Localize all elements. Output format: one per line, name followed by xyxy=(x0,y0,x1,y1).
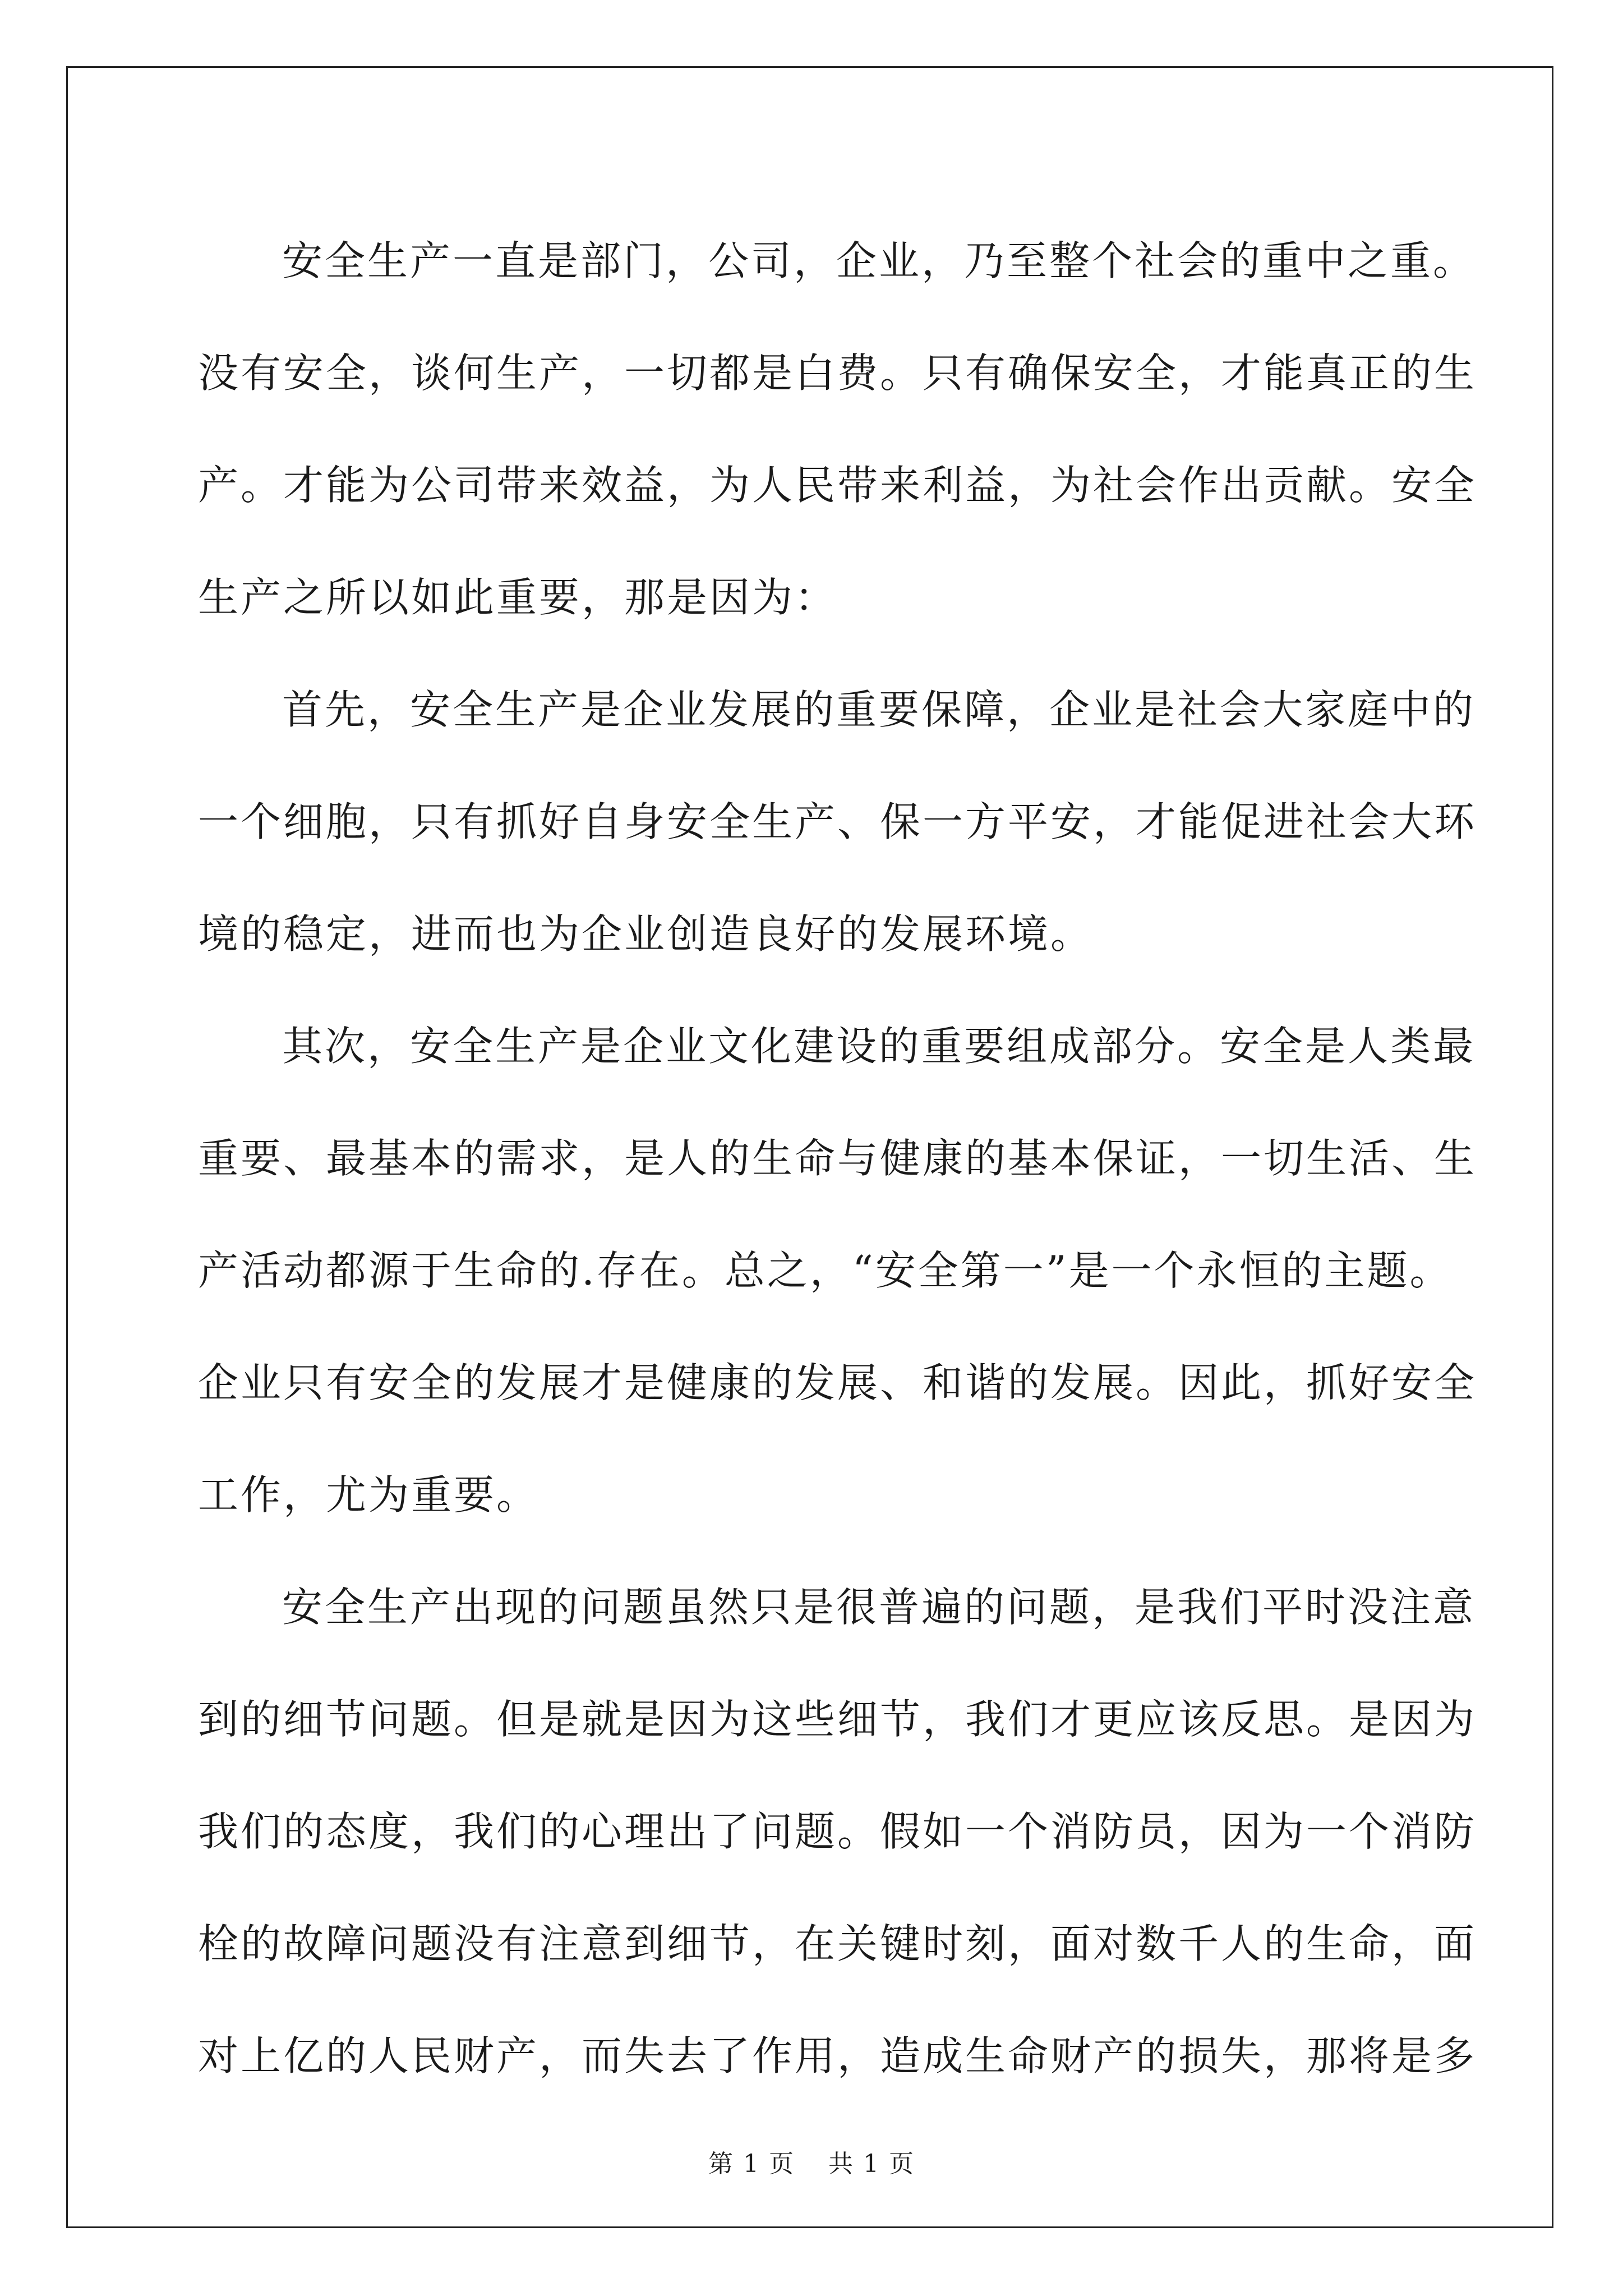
paragraph-1-line-4: 生产之所以如此重要，那是因为： xyxy=(198,574,838,621)
paragraph-4-line-5: 对上亿的人民财产，而失去了作用，造成生命财产的损失，那将是多 xyxy=(198,2032,1477,2079)
paragraph-3-line-4: 企业只有安全的发展才是健康的发展、和谐的发展。因此，抓好安全 xyxy=(198,1359,1477,1406)
paragraph-3-line-5: 工作，尤为重要。 xyxy=(198,1471,540,1519)
page-total: 共 1 页 xyxy=(828,2150,915,2178)
paragraph-1-line-2: 没有安全，谈何生产，一切都是白费。只有确保安全，才能真正的生 xyxy=(198,349,1477,397)
paragraph-3-line-2: 重要、最基本的需求，是人的生命与健康的基本保证，一切生活、生 xyxy=(198,1135,1477,1182)
paragraph-4-line-1: 安全生产出现的问题虽然只是很普遍的问题，是我们平时没注意 xyxy=(282,1584,1476,1631)
paragraph-3-line-3: 产活动都源于生命的.存在。总之，“安全第一”是一个永恒的主题。 xyxy=(198,1247,1453,1294)
document-body xyxy=(198,205,1477,2112)
paragraph-3-line-1: 其次，安全生产是企业文化建设的重要组成部分。安全是人类最 xyxy=(282,1023,1476,1070)
paragraph-4-line-2: 到的细节问题。但是就是因为这些细节，我们才更应该反思。是因为 xyxy=(198,1696,1477,1743)
paragraph-4-line-4: 栓的故障问题没有注意到细节，在关键时刻，面对数千人的生命，面 xyxy=(198,1920,1477,1967)
paragraph-2-line-1: 首先，安全生产是企业发展的重要保障，企业是社会大家庭中的 xyxy=(282,686,1476,733)
paragraph-2-line-2: 一个细胞，只有抓好自身安全生产、保一方平安，才能促进社会大环 xyxy=(198,798,1477,845)
page-number: 第 1 页 xyxy=(708,2150,795,2178)
page-footer xyxy=(0,2147,1623,2181)
paragraph-2-line-3: 境的稳定，进而也为企业创造良好的发展环境。 xyxy=(198,910,1094,958)
paragraph-1-line-3: 产。才能为公司带来效益，为人民带来利益，为社会作出贡献。安全 xyxy=(198,462,1477,509)
paragraph-1-line-1: 安全生产一直是部门，公司，企业，乃至整个社会的重中之重。 xyxy=(282,237,1476,284)
paragraph-4-line-3: 我们的态度，我们的心理出了问题。假如一个消防员，因为一个消防 xyxy=(198,1808,1477,1855)
